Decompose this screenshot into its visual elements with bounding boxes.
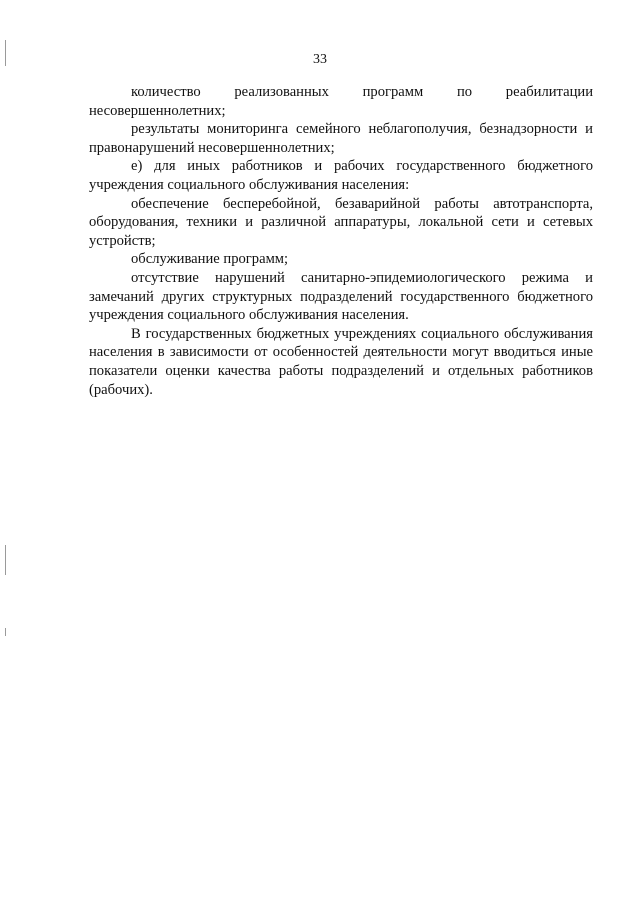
paragraph-programs-count: количество реализованных программ по реабилитации несовершеннолетних; [89,84,593,119]
paragraph-monitoring-results: результаты мониторинга семейного неблагополучия, безнадзорности и правонарушений несовершеннолетних; [89,121,593,156]
scan-edge-mark [5,40,6,66]
paragraph-other-workers: е) для иных работников и рабочих государственного бюджетного учреждения социального обслуживания населения: [89,158,593,193]
document-body [89,83,593,399]
paragraph-equipment-operation: обеспечение бесперебойной, безаварийной работы автотранспорта, оборудования, техники и различной аппаратуры, локальной сети и сетевых устройств; [89,195,593,249]
scan-edge-mark [5,545,6,575]
scan-edge-mark [5,628,6,636]
paragraph-program-maintenance: обслуживание программ; [131,251,289,268]
page-number: 33 [313,52,327,67]
paragraph-additional-indicators: В государственных бюджетных учреждениях социального обслуживания населения в зависимости от особенностей деятельности могут вводиться иные показатели оценки качества работы подразделений и отдельных работников (рабочих). [89,325,593,398]
paragraph-sanitary-compliance: отсутствие нарушений санитарно-эпидемиологического режима и замечаний других структурных подразделений государственного бюджетного учреждения социального обслуживания населения. [89,269,593,324]
